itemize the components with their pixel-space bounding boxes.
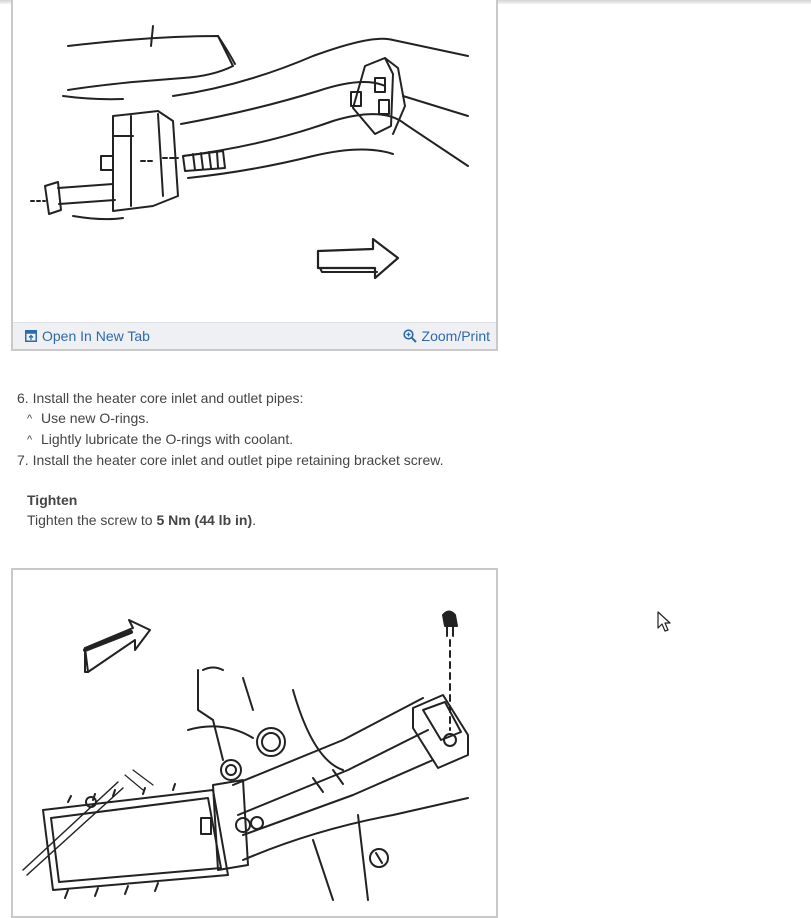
step-6-subitem-1 <box>17 408 717 429</box>
step-7: 7. Install the heater core inlet and outlet pipe retaining bracket screw. <box>17 452 444 468</box>
figure-1 <box>11 0 498 351</box>
subitem-marker: ^ <box>27 413 33 425</box>
subitem-text: Lightly lubricate the O-rings with coolant. <box>41 431 294 447</box>
mouse-pointer-icon <box>657 611 673 633</box>
open-in-new-tab-label: Open In New Tab <box>42 328 150 344</box>
step-6-subitem-2 <box>17 429 717 450</box>
subitem-text: Use new O-rings. <box>41 410 150 426</box>
diagram-heater-pipes-removed <box>13 0 496 326</box>
zoom-print-label: Zoom/Print <box>421 328 490 344</box>
tighten-spec <box>17 510 717 530</box>
figure-2 <box>11 568 498 918</box>
step-6: 6. Install the heater core inlet and outlet pipes: <box>17 390 304 406</box>
zoom-print-link[interactable] <box>403 328 490 344</box>
tighten-suffix: . <box>252 512 257 528</box>
open-in-new-tab-link[interactable] <box>25 328 150 344</box>
tighten-heading: Tighten <box>27 492 78 508</box>
zoom-in-icon <box>403 329 417 343</box>
installation-steps <box>17 388 717 530</box>
tighten-prefix: Tighten the screw to <box>27 512 157 528</box>
diagram-bracket-screw-install <box>13 570 496 910</box>
open-in-new-tab-icon <box>25 330 37 342</box>
subitem-marker: ^ <box>27 434 33 446</box>
torque-value: 5 Nm (44 lb in) <box>156 512 253 528</box>
figure-1-toolbar <box>13 322 496 349</box>
